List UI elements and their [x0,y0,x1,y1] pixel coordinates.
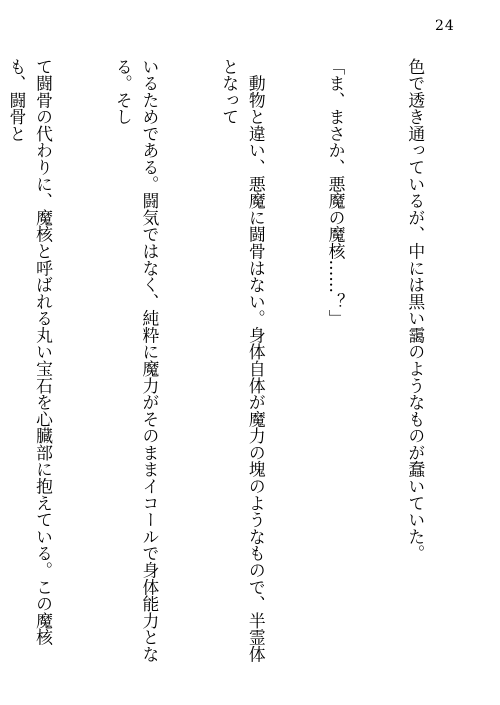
text-line: て闘骨の代わりに、魔核と呼ばれる丸い宝石を心臓部に抱えている。この魔核も、闘骨と [6,58,54,646]
page-number: 24 [435,18,455,34]
text-line: 動物と違い、悪魔に闘骨はない。身体自体が魔力の塊のようなもので、半霊体となって [219,58,267,663]
text-line: 色で透き通っているが、中には黒い靄のようなものが蠢いていた。 [405,58,426,562]
body-text [0,58,482,678]
text-line: いるためである。闘気ではなく、純粋に魔力がそのままイコールで身体能力となる。そし [113,58,160,663]
text-line: 「ま、まさか、悪魔の魔核……？」 [326,58,347,327]
